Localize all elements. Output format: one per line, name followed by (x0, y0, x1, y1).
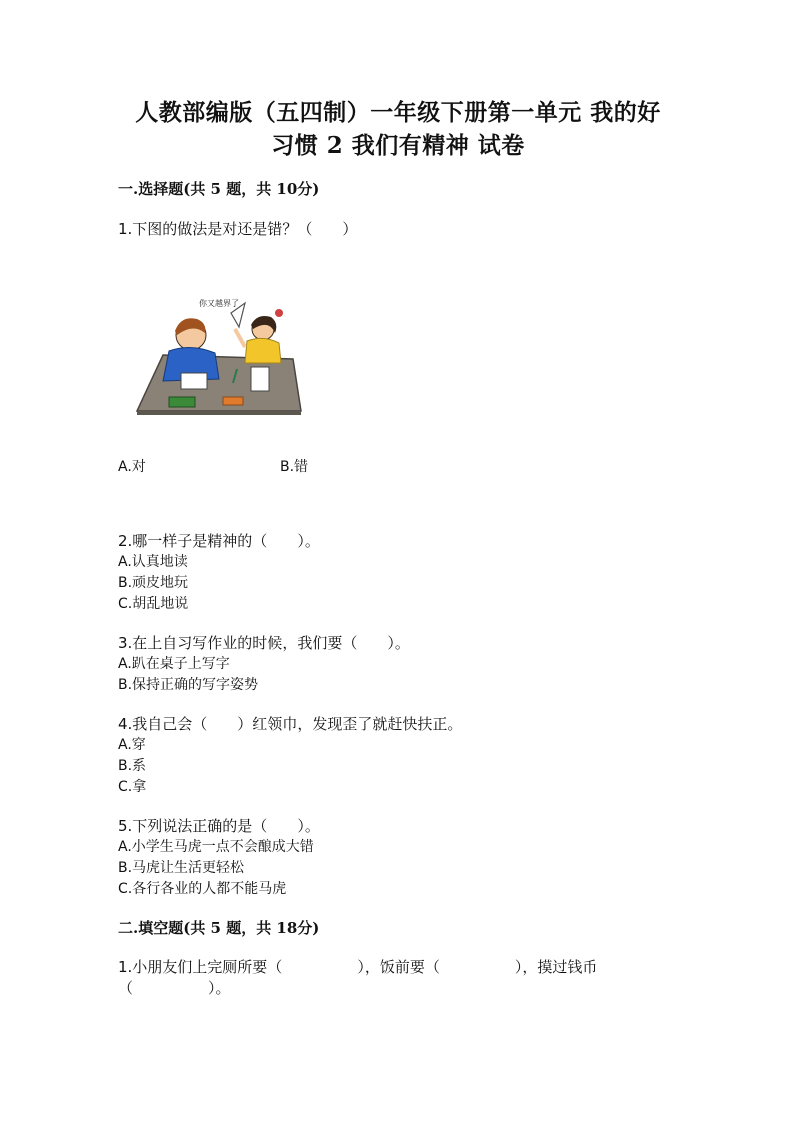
question-1-illustration (133, 293, 305, 415)
question-5-option-a[interactable]: A.小学生马虎一点不会酿成大错 (118, 839, 314, 855)
question-2-option-a[interactable]: A.认真地读 (118, 554, 188, 570)
fill-question-1-line-2: （ ）。 (118, 979, 231, 997)
question-3-option-b[interactable]: B.保持正确的写字姿势 (118, 677, 259, 693)
question-2-stem: 2.哪一样子是精神的（ ）。 (118, 532, 320, 550)
question-1-stem: 1.下图的做法是对还是错？（ ） (118, 220, 358, 238)
question-3-stem: 3.在上自习写作业的时候，我们要（ ）。 (118, 634, 410, 652)
question-5-option-c[interactable]: C.各行各业的人都不能马虎 (118, 881, 287, 897)
section-header-choice: 一.选择题(共 5 题，共 10分) (118, 180, 320, 198)
question-4-option-c[interactable]: C.拿 (118, 779, 147, 795)
page-title-line-1: 人教部编版（五四制）一年级下册第一单元 我的好 (135, 99, 661, 126)
question-3-option-a[interactable]: A.趴在桌子上写字 (118, 656, 230, 672)
page-title-line-2: 习惯 2 我们有精神 试卷 (271, 132, 525, 159)
illustration-caption: 你又越界了 (199, 299, 239, 308)
question-2-option-b[interactable]: B.顽皮地玩 (118, 575, 189, 591)
question-2-option-c[interactable]: C.胡乱地说 (118, 596, 189, 612)
question-5-option-b[interactable]: B.马虎让生活更轻松 (118, 860, 245, 876)
question-1-option-b[interactable]: B.错 (280, 459, 309, 475)
section-header-fill: 二.填空题(共 5 题，共 18分) (118, 919, 320, 937)
question-4-stem: 4.我自己会（ ）红领巾，发现歪了就赶快扶正。 (118, 715, 463, 733)
question-5-stem: 5.下列说法正确的是（ ）。 (118, 817, 320, 835)
fill-question-1-line-1: 1.小朋友们上完厕所要（ ），饭前要（ ），摸过钱币 (118, 958, 598, 976)
question-4-option-b[interactable]: B.系 (118, 758, 147, 774)
question-1-option-a[interactable]: A.对 (118, 459, 146, 475)
question-4-option-a[interactable]: A.穿 (118, 737, 146, 753)
